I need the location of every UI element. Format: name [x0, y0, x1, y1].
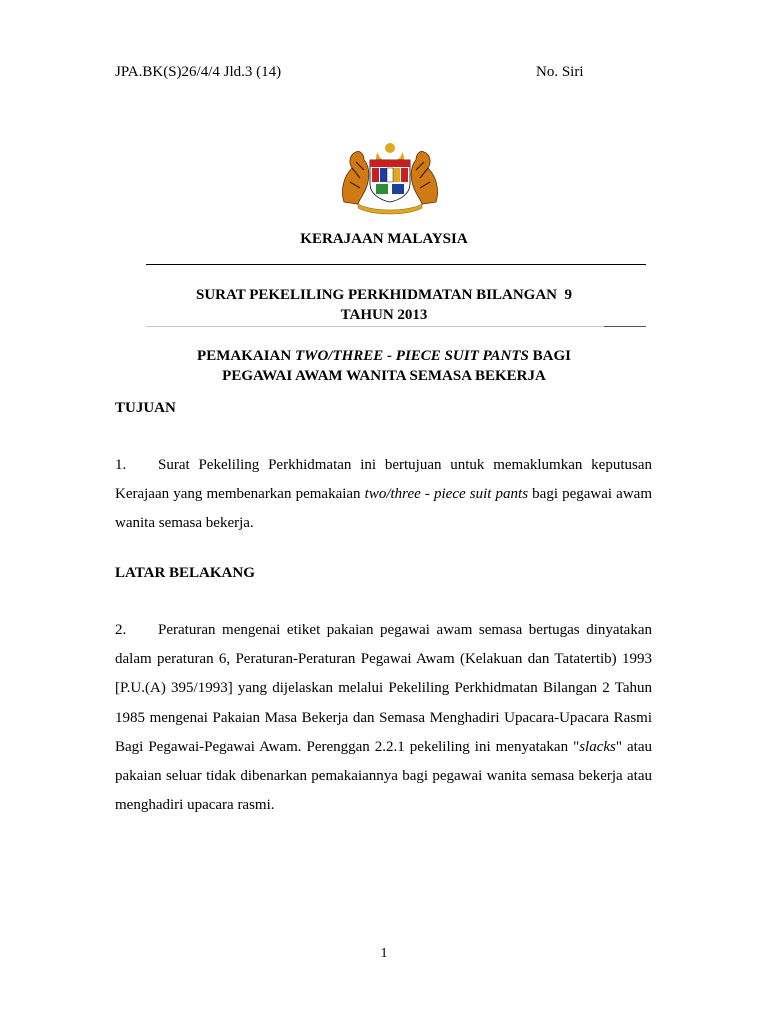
page-number: 1 — [380, 946, 388, 961]
paragraph-text-end: " atau pakaian seluar tidak dibenarkan pemakaiannya bagi pegawai wanita semasa bekerja atau menghadiri upacara rasmi. — [115, 738, 652, 814]
paragraph-text: Peraturan mengenai etiket pakaian pegawai awam semasa bertugas dinyatakan dalam peraturan 6, Peraturan-Peraturan Pegawai Awam (Kelakuan dan Tatatertib) 1993 [P.U.(A) 395/1993] yang dijelaskan melalui Pekeliling Perkhidmatan Bilangan 2 Tahun 1985 mengenai Pakaian Masa Bekerja dan Semasa Menghadiri Upacara-Upacara Rasmi Bagi Pegawai-Pegawai Awam. Perenggan 2.2.1 pekeliling ini menyatakan " — [115, 622, 652, 755]
subject-title-line2: PEGAWAI AWAM WANITA SEMASA BEKERJA — [222, 368, 546, 384]
paragraph-text-end: bagi pegawai awam wanita semasa bekerja. — [115, 486, 652, 532]
paragraph-text: Surat Pekeliling Perkhidmatan ini bertujuan untuk memaklumkan keputusan Kerajaan yang membenarkan pemakaian — [115, 457, 652, 503]
circular-title-line2: TAHUN 2013 — [340, 307, 428, 323]
subject-title-suffix: BAGI — [528, 348, 571, 364]
circular-title-line1: SURAT PEKELILING PERKHIDMATAN BILANGAN 9 — [195, 287, 573, 303]
divider-line-light — [146, 326, 604, 327]
paragraph-1 — [115, 451, 652, 539]
serial-number-label: No. Siri — [536, 64, 584, 80]
government-title: KERAJAAN MALAYSIA — [300, 231, 468, 247]
paragraph-number: 1. — [115, 457, 127, 473]
section-heading-latar-belakang: LATAR BELAKANG — [115, 565, 255, 581]
paragraph-2 — [115, 616, 652, 820]
circular-title — [115, 285, 653, 325]
malaysia-coat-of-arms-icon — [338, 138, 442, 216]
section-heading-tujuan: TUJUAN — [115, 400, 176, 416]
paragraph-italic-text: slacks — [579, 738, 616, 755]
divider-line-end — [604, 326, 646, 327]
paragraph-number: 2. — [115, 622, 127, 638]
subject-title — [115, 346, 653, 386]
subject-title-prefix: PEMAKAIAN — [197, 348, 295, 364]
subject-title-italic: TWO/THREE - PIECE SUIT PANTS — [294, 348, 529, 364]
subject-title-line1 — [115, 346, 653, 366]
paragraph-italic-text: two/three - piece suit pants — [364, 486, 529, 503]
reference-number: JPA.BK(S)26/4/4 Jld.3 (14) — [115, 64, 282, 80]
divider-line — [146, 264, 646, 265]
